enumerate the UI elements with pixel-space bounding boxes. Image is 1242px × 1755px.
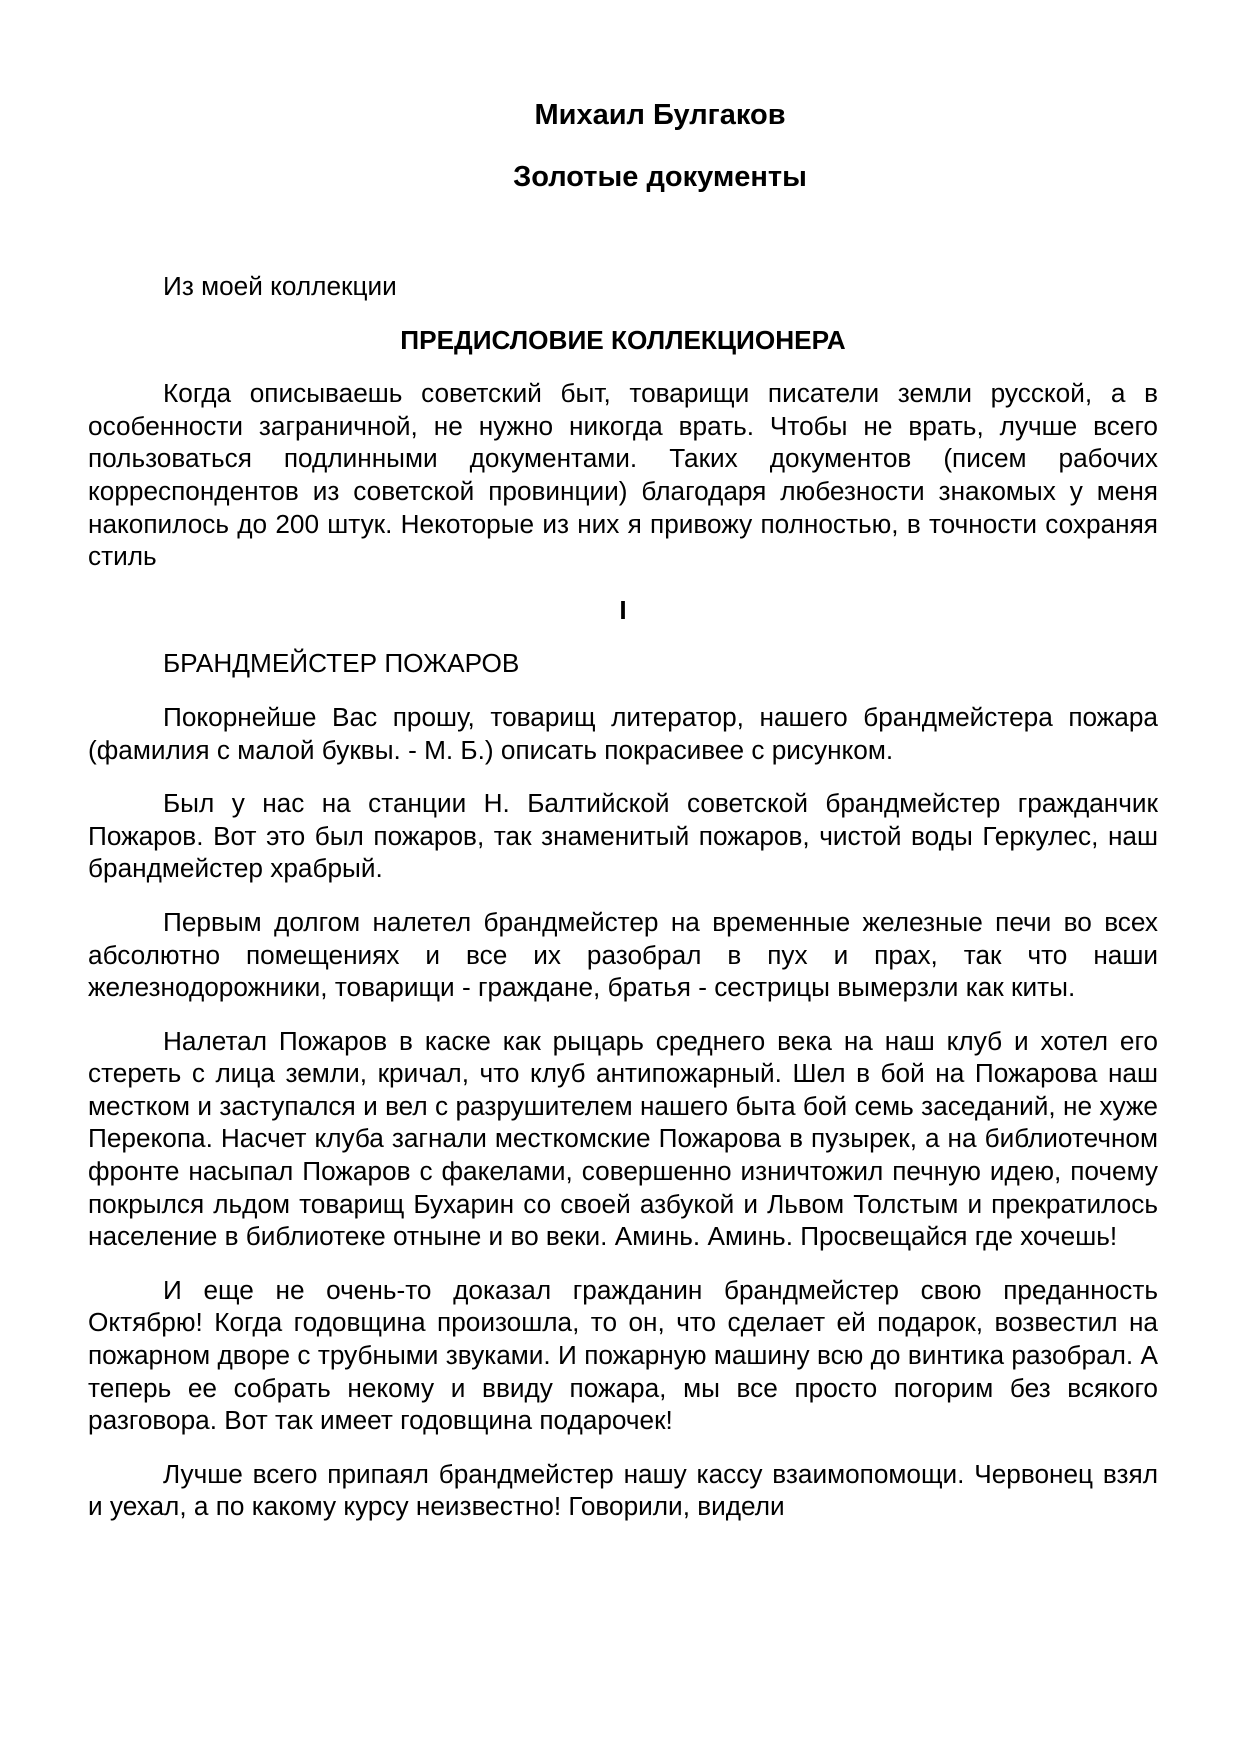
document-body	[88, 270, 1158, 1544]
body-paragraph: Был у нас на станции Н. Балтийской советской брандмейстер гражданчик Пожаров. Вот это был пожаров, так знаменитый пожаров, чистой воды Геркулес, наш брандмейстер храбрый.	[88, 788, 1158, 884]
body-paragraph: Покорнейше Вас прошу, товарищ литератор, нашего брандмейстера пожара (фамилия с малой буквы. - М. Б.) описать покрасивее с рисунком.	[88, 701, 1158, 765]
section-title: БРАНДМЕЙСТЕР ПОЖАРОВ	[163, 648, 520, 679]
author-name: Михаил Булгаков	[534, 99, 786, 131]
body-paragraph: Лучше всего припаял брандмейстер нашу кассу взаимопомощи. Червонец взял и уехал, а по какому курсу неизвестно! Говорили, видели	[88, 1458, 1158, 1522]
preface-heading: ПРЕДИСЛОВИЕ КОЛЛЕКЦИОНЕРА	[400, 324, 846, 355]
body-paragraph: Налетал Пожаров в каске как рыцарь среднего века на наш клуб и хотел его стереть с лица земли, кричал, что клуб антипожарный. Шел в бой на Пожарова наш местком и заступался и вел с разрушителем нашего быта бой семь заседаний, не хуже Перекопа. Насчет клуба загнали месткомские Пожарова в пузырек, а на библиотечном фронте насыпал Пожаров с факелами, совершенно изничтожил печную идею, почему покрылся льдом товарищ Бухарин со своей азбукой и Львом Толстым и прекратилось население в библиотеке отныне и во веки. Аминь. Аминь. Просвещайся где хочешь!	[88, 1025, 1158, 1252]
document-title: Золотые документы	[513, 161, 807, 193]
section-number: I	[619, 594, 627, 625]
body-paragraph: Первым долгом налетел брандмейстер на временные железные печи во всех абсолютно помещениях и все их разобрал в пух и прах, так что наши железнодорожники, товарищи - граждане, братья - сестрицы вымерзли как киты.	[88, 906, 1158, 1003]
preface-paragraph: Когда описываешь советский быт, товарищи писатели земли русской, а в особенности заграничной, не нужно никогда врать. Чтобы не врать, лучше всего пользоваться подлинными документами. Таких документов (писем рабочих корреспондентов из советской провинции) благодаря любезности знакомых у меня накопилось до 200 штук. Некоторые из них я привожу полностью, в точности сохраняя стиль	[88, 378, 1158, 572]
body-paragraph: И еще не очень-то доказал гражданин брандмейстер свою преданность Октябрю! Когда годовщина произошла, то он, что сделает ей подарок, возвестил на пожарном дворе с трубными звуками. И пожарную машину всю до винтика разобрал. А теперь ее собрать некому и ввиду пожара, мы все просто погорим без всякого разговора. Вот так имеет годовщина подарочек!	[88, 1274, 1158, 1436]
epigraph: Из моей коллекции	[163, 271, 397, 301]
